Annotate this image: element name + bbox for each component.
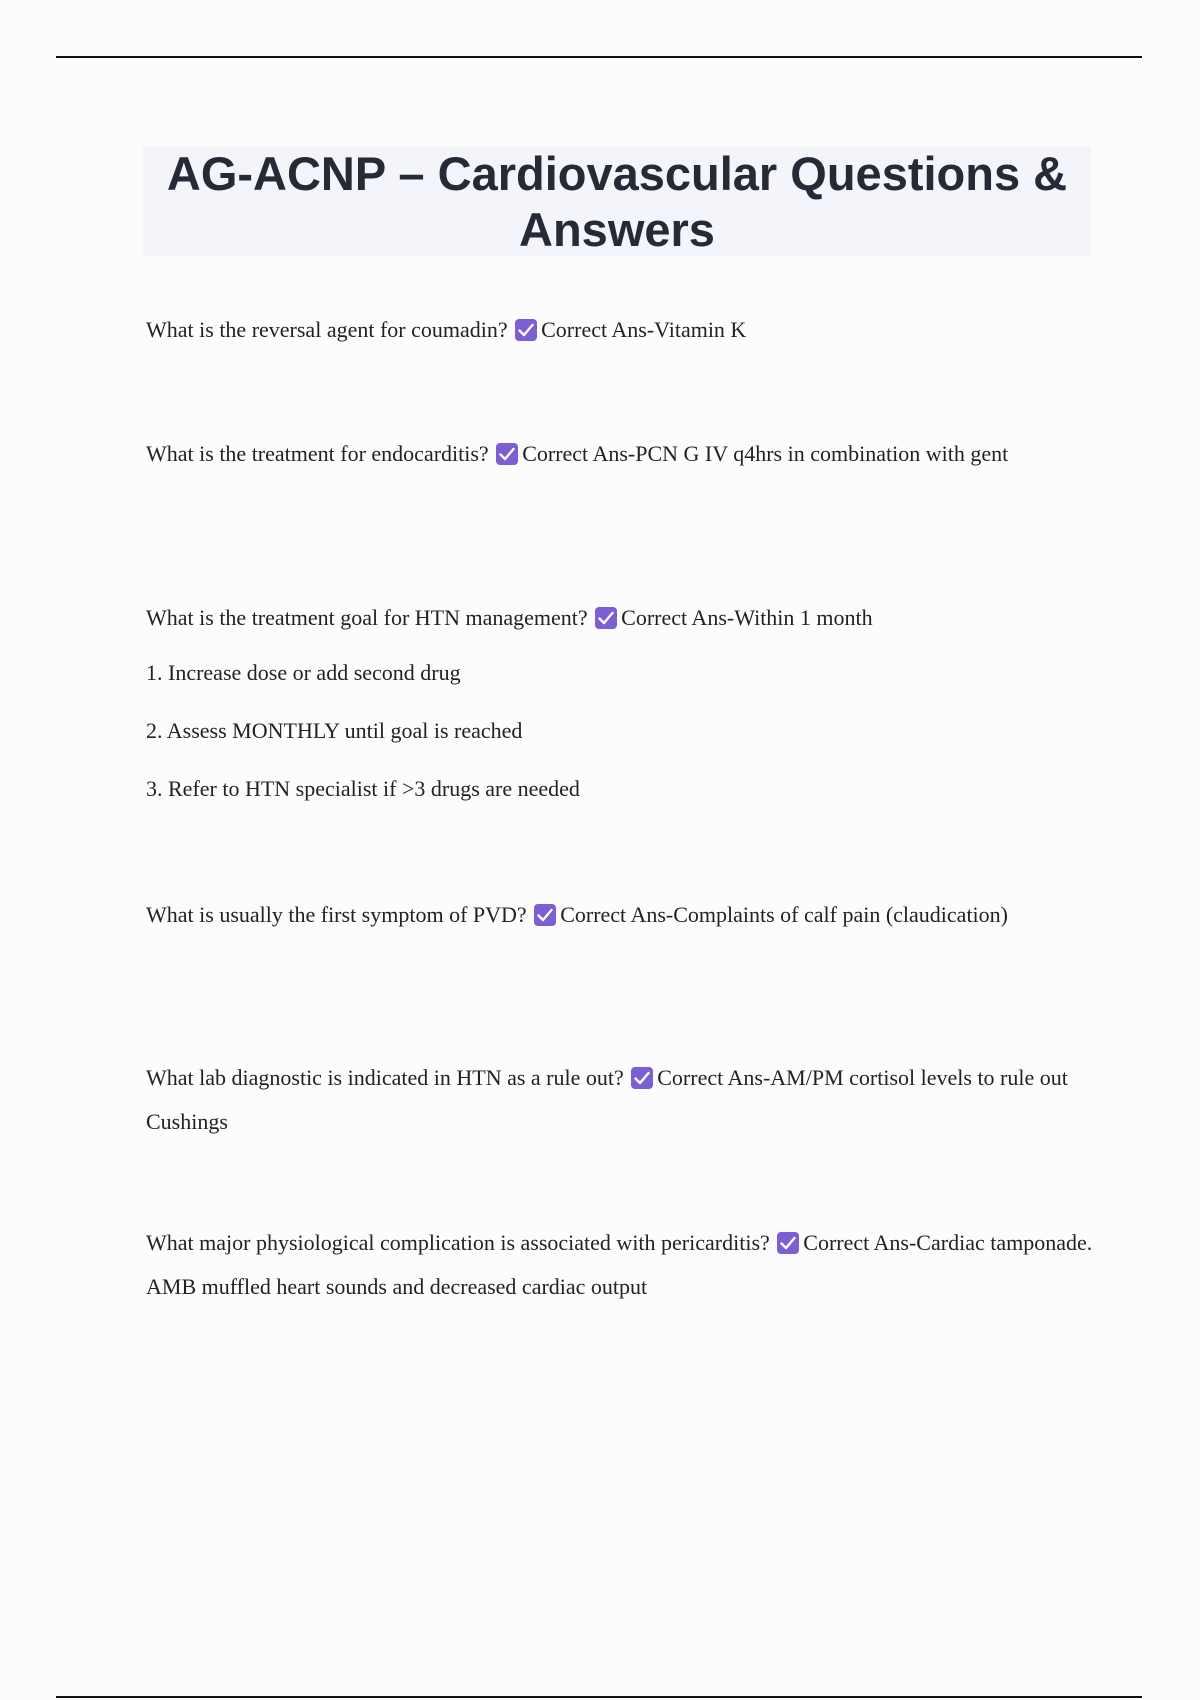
qa-text [146,432,1096,476]
list-item: 1. Increase dose or add second drug [146,660,461,685]
checkbox-checked-icon [631,1067,653,1089]
answer-text: Correct Ans-Vitamin K [541,317,747,342]
bottom-rule [56,1696,1142,1698]
qa-item [146,432,1096,476]
question-text: What is usually the first symptom of PVD? [146,902,527,927]
checkbox-checked-icon [777,1232,799,1254]
checkbox-checked-icon [534,904,556,926]
checkbox-checked-icon [496,443,518,465]
list-item: 2. Assess MONTHLY until goal is reached [146,718,523,743]
qa-item [146,1221,1096,1309]
answer-text: Correct Ans-Cardiac tamponade. AMB muffled heart sounds and decreased cardiac output [146,1230,1093,1299]
qa-item [146,1056,1096,1144]
question-text: What lab diagnostic is indicated in HTN as a rule out? [146,1065,624,1090]
question-text: What major physiological complication is associated with pericarditis? [146,1230,770,1255]
qa-text [146,1056,1096,1144]
steps-list [146,644,1096,818]
list-item: 3. Refer to HTN specialist if >3 drugs are needed [146,776,580,801]
qa-item [146,596,1096,818]
answer-text: Correct Ans-PCN G IV q4hrs in combination with gent [522,441,1009,466]
page-title: AG-ACNP – Cardiovascular Questions & Answers [166,147,1068,256]
qa-text [146,308,1096,352]
answer-text: Correct Ans-Within 1 month [621,605,873,630]
qa-text [146,1221,1096,1309]
title-banner [143,146,1091,256]
qa-text [146,596,1096,640]
answer-text: Correct Ans-AM/PM cortisol levels to rule out Cushings [146,1065,1068,1134]
question-text: What is the treatment goal for HTN management? [146,605,588,630]
top-rule [56,56,1142,58]
checkbox-checked-icon [595,607,617,629]
qa-text [146,893,1096,937]
checkbox-checked-icon [515,319,537,341]
qa-item [146,893,1096,937]
answer-text: Correct Ans-Complaints of calf pain (claudication) [560,902,1008,927]
question-text: What is the reversal agent for coumadin? [146,317,508,342]
question-text: What is the treatment for endocarditis? [146,441,489,466]
qa-item [146,308,1096,352]
